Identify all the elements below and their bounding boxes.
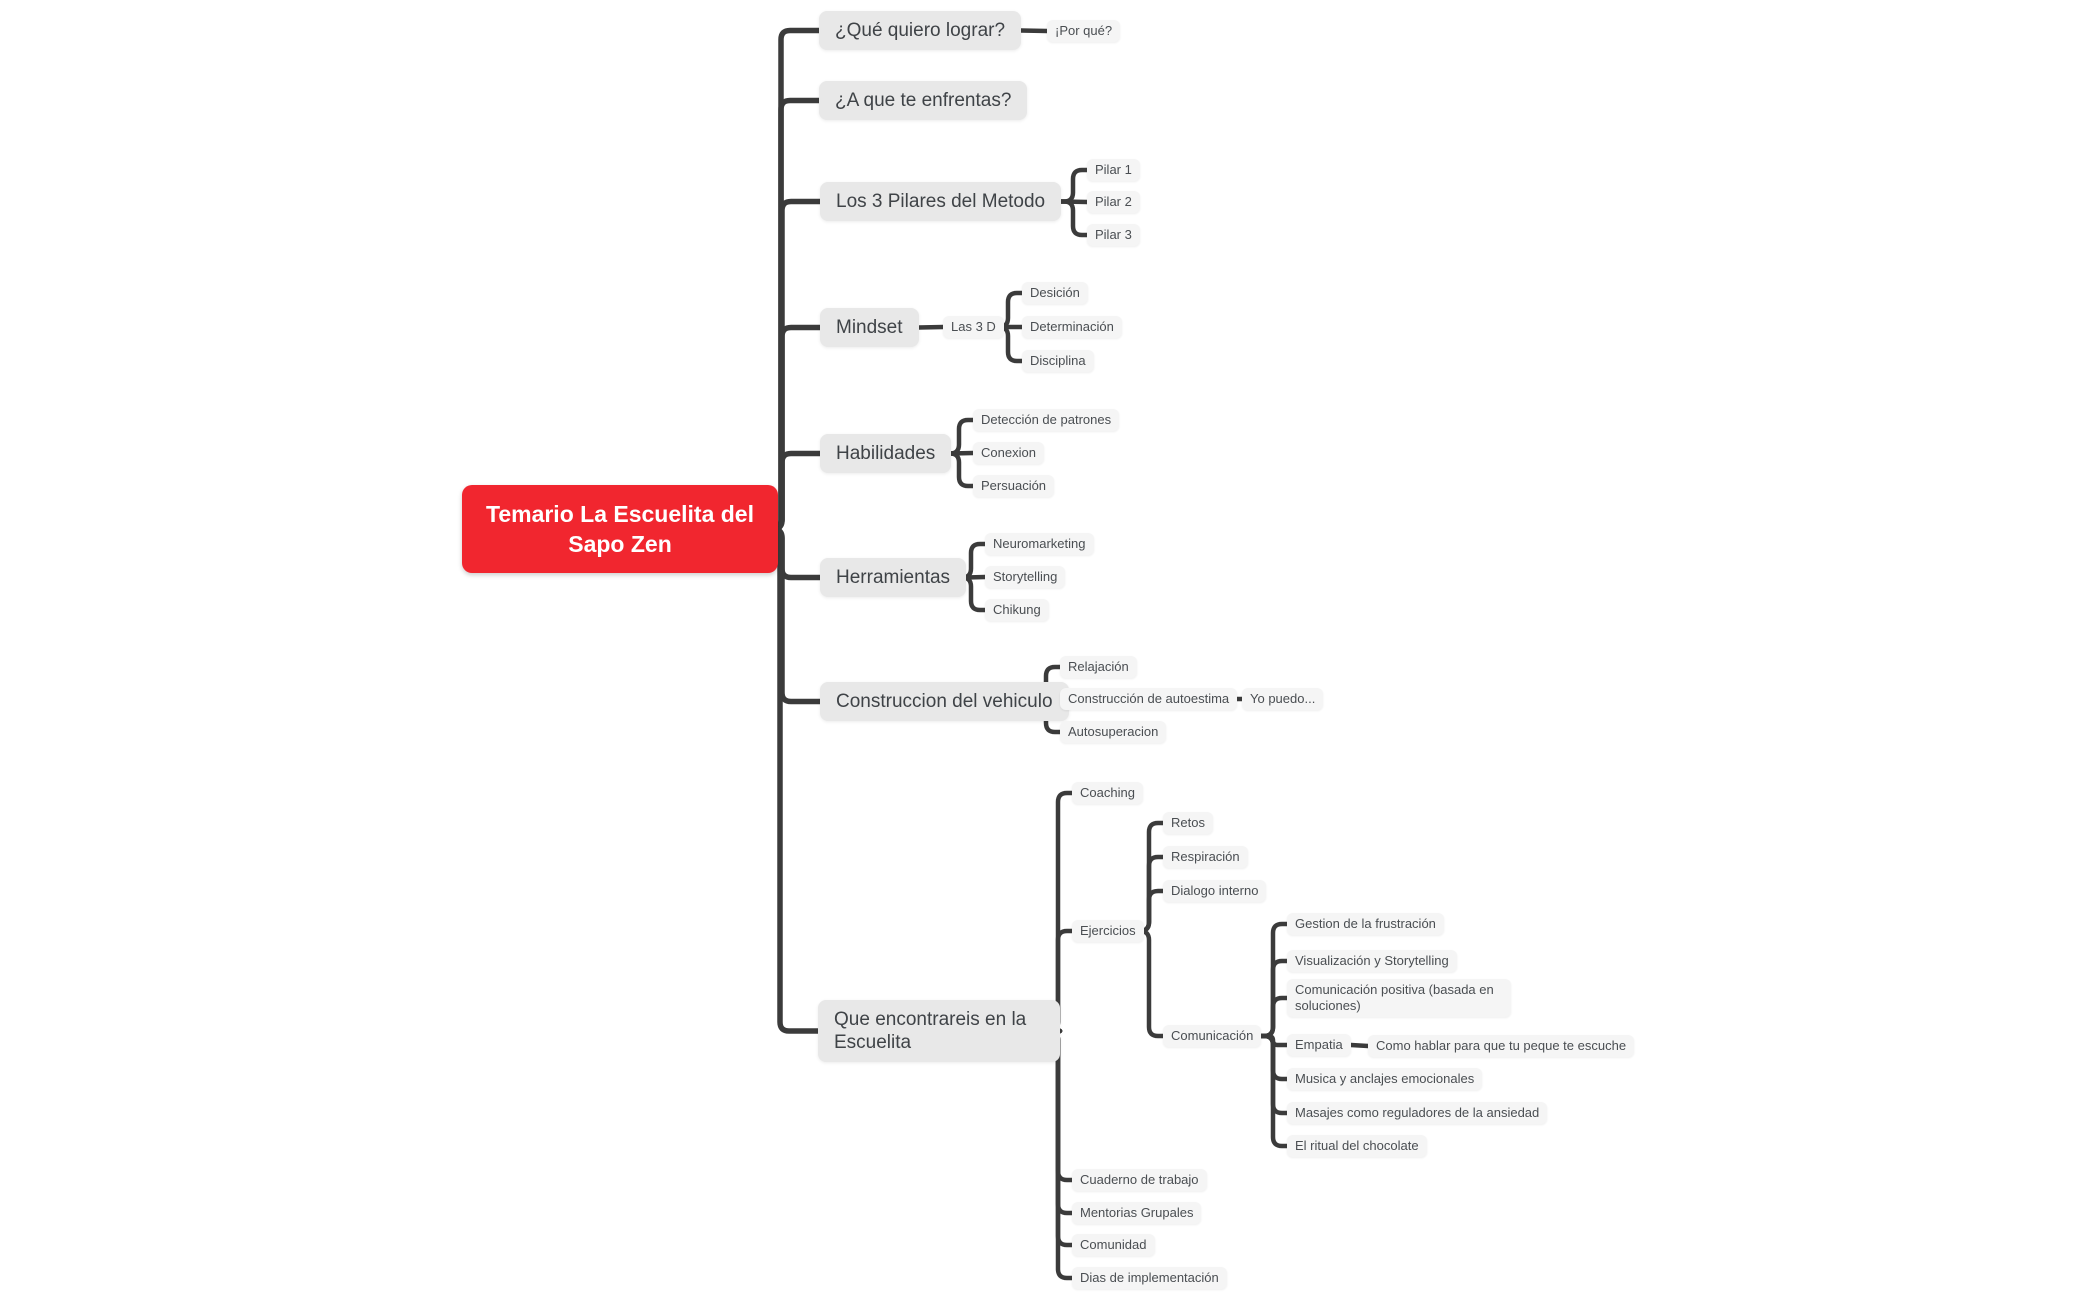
- node-pilar-3[interactable]: Pilar 3: [1087, 224, 1140, 246]
- node-los-3-pilares-del-metodo[interactable]: Los 3 Pilares del Metodo: [820, 182, 1061, 221]
- node-masajes-como-reguladores[interactable]: Masajes como reguladores de la ansiedad: [1287, 1102, 1547, 1124]
- node-gestion-de-la-frustracion[interactable]: Gestion de la frustración: [1287, 913, 1444, 935]
- node-dias-de-implementacion[interactable]: Dias de implementación: [1072, 1267, 1227, 1289]
- node-cuaderno-de-trabajo[interactable]: Cuaderno de trabajo: [1072, 1169, 1207, 1191]
- node-construccion-del-vehiculo[interactable]: Construccion del vehiculo: [820, 682, 1069, 721]
- connector-line: [950, 454, 973, 487]
- node-comunidad[interactable]: Comunidad: [1072, 1234, 1155, 1256]
- node-las-3-d[interactable]: Las 3 D: [943, 316, 1004, 338]
- node-el-ritual-del-chocolate[interactable]: El ritual del chocolate: [1287, 1135, 1427, 1157]
- node-empatia[interactable]: Empatia: [1287, 1034, 1351, 1056]
- node-storytelling[interactable]: Storytelling: [985, 566, 1065, 588]
- node-ejercicios[interactable]: Ejercicios: [1072, 920, 1144, 942]
- connector-line: [1261, 1036, 1287, 1146]
- node-coaching[interactable]: Coaching: [1072, 782, 1143, 804]
- node-comunicacion[interactable]: Comunicación: [1163, 1025, 1261, 1047]
- connector-line: [1140, 823, 1163, 931]
- node-que-quiero-lograr[interactable]: ¿Qué quiero lograr?: [819, 11, 1021, 50]
- node-comunicacion-positiva[interactable]: Comunicación positiva (basada en soluciones): [1287, 979, 1511, 1017]
- connector-line: [1021, 31, 1047, 32]
- connector-line: [773, 454, 820, 530]
- node-herramientas[interactable]: Herramientas: [820, 558, 966, 597]
- node-por-que[interactable]: ¡Por qué?: [1047, 20, 1120, 42]
- node-pilar-1[interactable]: Pilar 1: [1087, 159, 1140, 181]
- connector-line: [1049, 793, 1072, 1031]
- connector-line: [1140, 931, 1163, 1036]
- node-como-hablar-para-que-tu-peque-te-escuche[interactable]: Como hablar para que tu peque te escuche: [1368, 1035, 1634, 1057]
- connector-line: [1261, 998, 1287, 1036]
- connector-line: [1351, 1045, 1368, 1046]
- node-construccion-de-autoestima[interactable]: Construcción de autoestima: [1060, 688, 1237, 710]
- node-pilar-2[interactable]: Pilar 2: [1087, 191, 1140, 213]
- node-persuacion[interactable]: Persuación: [973, 475, 1054, 497]
- node-determinacion[interactable]: Determinación: [1022, 316, 1122, 338]
- mindmap-root-node[interactable]: Temario La Escuelita del Sapo Zen: [462, 485, 778, 573]
- node-dialogo-interno[interactable]: Dialogo interno: [1163, 880, 1266, 902]
- node-retos[interactable]: Retos: [1163, 812, 1213, 834]
- node-disciplina[interactable]: Disciplina: [1022, 350, 1094, 372]
- node-neuromarketing[interactable]: Neuromarketing: [985, 533, 1094, 555]
- node-habilidades[interactable]: Habilidades: [820, 434, 951, 473]
- node-musica-y-anclajes-emocionales[interactable]: Musica y anclajes emocionales: [1287, 1068, 1482, 1090]
- node-respiracion[interactable]: Respiración: [1163, 846, 1248, 868]
- connector-line: [919, 327, 943, 328]
- connector-line: [1061, 202, 1087, 236]
- connector-line: [772, 101, 819, 530]
- node-yo-puedo[interactable]: Yo puedo...: [1242, 688, 1323, 710]
- node-mindset[interactable]: Mindset: [820, 308, 919, 347]
- node-que-encontrareis-en-la-escuelita[interactable]: Que encontrareis en la Escuelita: [818, 1000, 1060, 1062]
- node-conexion[interactable]: Conexion: [973, 442, 1044, 464]
- node-a-que-te-enfrentas[interactable]: ¿A que te enfrentas?: [819, 81, 1027, 120]
- connector-line: [771, 529, 818, 1031]
- node-desicion[interactable]: Desición: [1022, 282, 1088, 304]
- node-relajacion[interactable]: Relajación: [1060, 656, 1137, 678]
- node-visualizacion-y-storytelling[interactable]: Visualización y Storytelling: [1287, 950, 1457, 972]
- connector-line: [950, 420, 973, 454]
- node-mentorias-grupales[interactable]: Mentorias Grupales: [1072, 1202, 1201, 1224]
- connector-line: [1061, 170, 1087, 202]
- node-chikung[interactable]: Chikung: [985, 599, 1049, 621]
- node-deteccion-de-patrones[interactable]: Detección de patrones: [973, 409, 1119, 431]
- node-autosuperacion[interactable]: Autosuperacion: [1060, 721, 1166, 743]
